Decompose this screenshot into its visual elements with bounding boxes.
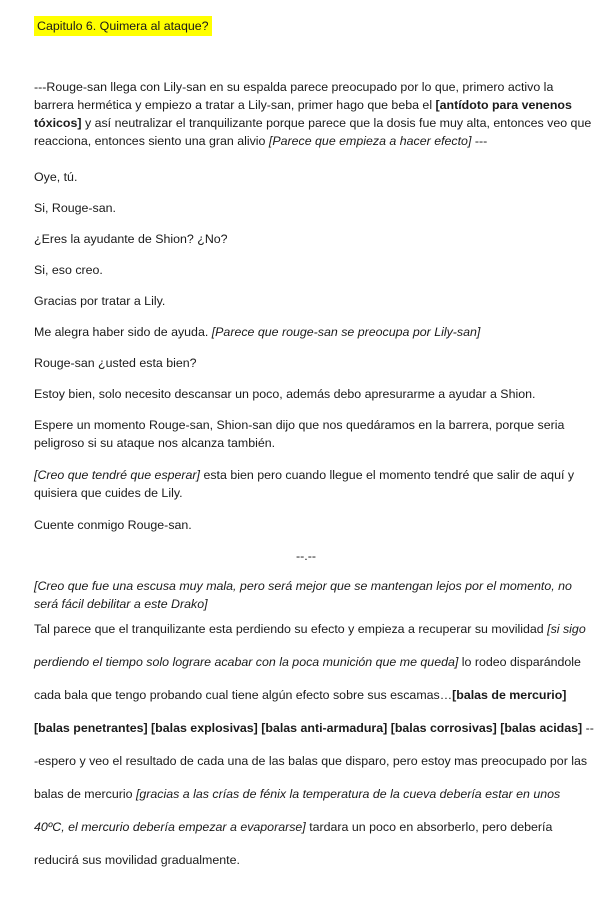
dialogue-line: ¿Eres la ayudante de Shion? ¿No? xyxy=(34,232,228,246)
text: --- xyxy=(471,134,488,148)
dialogue-line: Rouge-san ¿usted esta bien? xyxy=(34,356,197,370)
dialogue-line: Estoy bien, solo necesito descansar un poco, además debo apresurarme a ayudar a Shion. xyxy=(34,387,536,401)
item-name: [antídoto para venenos tóxicos] xyxy=(34,98,572,130)
dialogue-line xyxy=(34,323,594,341)
thought: [Parece que empieza a hacer efecto] xyxy=(268,134,472,148)
text: esta bien pero cuando llegue el momento tendré que salir de aquí y quisiera que cuides de Lily. xyxy=(34,468,575,500)
thought: [Creo que tendré que esperar] xyxy=(34,468,201,482)
text: ---espero y veo el resultado de cada una de las balas que disparo, pero estoy mas preocupado por las balas de mercurio xyxy=(34,721,594,801)
thought: [si sigo perdiendo el tiempo solo lograre acabar con la poca munición que me queda] xyxy=(34,622,586,669)
bullet-list: [balas de mercurio] [balas penetrantes] [balas explosivas] [balas anti-armadura] [balas corrosivas] [balas acidas] xyxy=(34,688,583,735)
paragraph-intro xyxy=(34,78,594,150)
dialogue-line xyxy=(34,466,594,502)
text: ---Rouge-san llega con Lily-san en su espalda parece preocupado por lo que, primero activo la barrera hermética y empiezo a tratar a Lily-san, primer hago que beba el xyxy=(34,80,554,112)
thought: [Parece que rouge-san se preocupa por Lily-san] xyxy=(211,325,481,339)
chapter-title: Capitulo 6. Quimera al ataque? xyxy=(34,16,212,36)
dialogue-line: Gracias por tratar a Lily. xyxy=(34,294,166,308)
paragraph-action xyxy=(34,613,594,877)
text: Tal parece que el tranquilizante esta perdiendo su efecto y empieza a recuperar su movilidad xyxy=(34,622,548,636)
dialogue-line: Oye, tú. xyxy=(34,170,78,184)
thought-line xyxy=(34,577,594,613)
text: lo rodeo disparándole cada bala que tengo probando cual tiene algún efecto sobre sus escamas… xyxy=(34,655,581,702)
dialogue-line: Si, Rouge-san. xyxy=(34,201,116,215)
scene-separator: --.-- xyxy=(296,549,316,563)
dialogue-line: Espere un momento Rouge-san, Shion-san dijo que nos quedáramos en la barrera, porque seria peligroso si su ataque nos alcanza también. xyxy=(34,418,565,450)
text: tardara un poco en absorberlo, pero debería reducirá sus movilidad gradualmente. xyxy=(34,820,553,867)
dialogue-line: Si, eso creo. xyxy=(34,263,103,277)
dialogue-line: Cuente conmigo Rouge-san. xyxy=(34,518,192,532)
thought: [Creo que fue una escusa muy mala, pero será mejor que se mantengan lejos por el momento, no será fácil debilitar a este Drako] xyxy=(34,579,572,611)
thought: [gracias a las crías de fénix la temperatura de la cueva debería estar en unos 40ºC, el mercurio debería empezar a evaporarse] xyxy=(34,787,561,834)
text: Me alegra haber sido de ayuda. xyxy=(34,325,212,339)
text: y así neutralizar el tranquilizante porque parece que la dosis fue muy alta, entonces veo que reacciona, entonces siento una gran alivio xyxy=(34,116,592,148)
